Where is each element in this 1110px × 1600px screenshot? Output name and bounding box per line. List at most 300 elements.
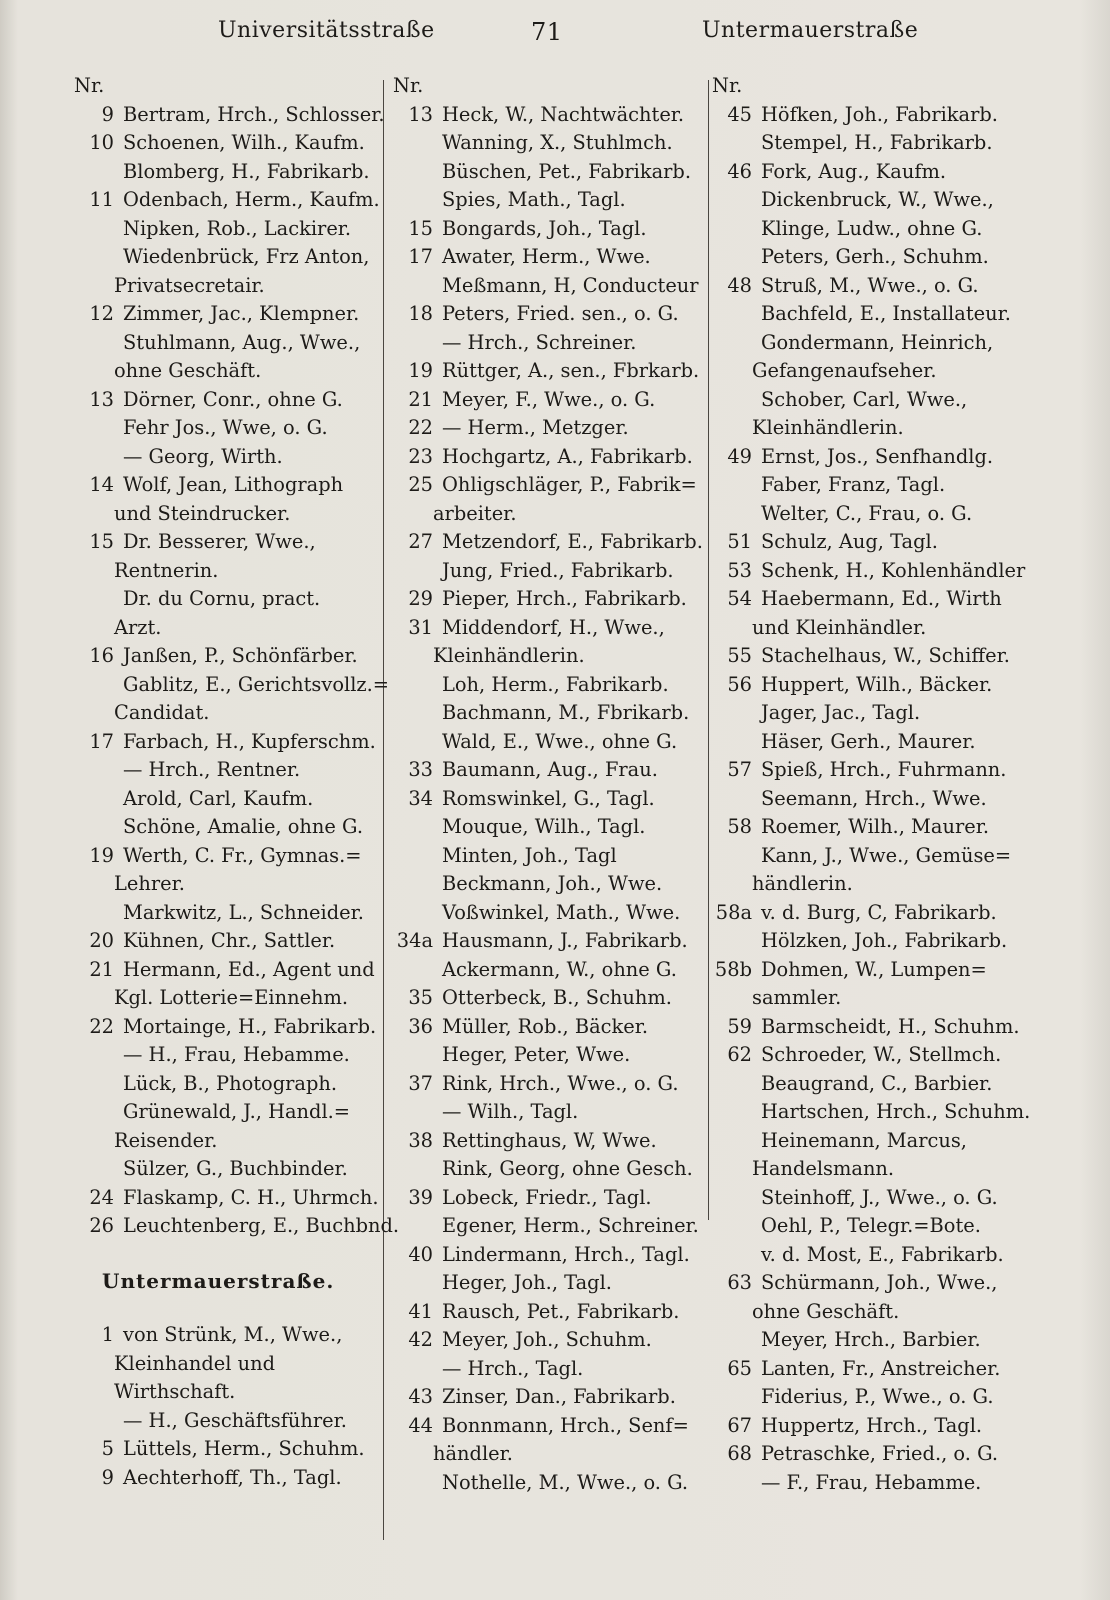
column-2 [393, 72, 705, 1497]
house-number [712, 1098, 761, 1127]
resident-text: Schroeder, W., Stellmch. [761, 1043, 1002, 1066]
directory-entry [393, 1098, 705, 1127]
resident-text: Petraschke, Fried., o. G. [761, 1442, 999, 1465]
resident-text: Rettinghaus, W, Wwe. [442, 1128, 657, 1152]
directory-entry [712, 272, 1024, 301]
house-number [712, 129, 761, 158]
house-number: 65 [727, 1356, 752, 1380]
house-number: 17 [89, 729, 114, 753]
house-number: 11 [89, 188, 114, 211]
house-number: 31 [408, 615, 433, 639]
house-number [393, 1269, 442, 1298]
house-number [712, 186, 761, 215]
directory-entry [74, 984, 380, 1013]
house-number [393, 557, 442, 586]
house-number: 5 [101, 1437, 114, 1460]
directory-entry [712, 984, 1024, 1013]
resident-text: Stuhlmann, Aug., Wwe., [123, 330, 361, 354]
directory-entry [393, 1212, 705, 1241]
house-number [712, 1127, 761, 1156]
resident-text: Wirthschaft. [114, 1380, 236, 1403]
house-number [393, 1355, 442, 1384]
house-number: 58 [727, 815, 752, 838]
house-number [393, 671, 442, 700]
house-number [712, 728, 761, 757]
directory-entry [712, 1098, 1031, 1127]
resident-text: Kühnen, Chr., Sattler. [123, 929, 336, 952]
house-number [74, 215, 123, 244]
house-number [74, 1155, 123, 1184]
resident-text: Dörner, Conr., ohne G. [123, 387, 343, 411]
resident-text: Baumann, Aug., Frau. [442, 758, 658, 781]
directory-entry [74, 158, 380, 187]
directory-entry [712, 1355, 1024, 1384]
directory-entry [712, 1383, 1024, 1412]
directory-entry [393, 1241, 705, 1270]
directory-entry [393, 899, 705, 928]
house-number [712, 329, 761, 358]
entry-list [74, 101, 400, 1241]
resident-text: Dr. du Cornu, pract. [123, 587, 321, 610]
house-number: 58b [714, 957, 752, 981]
house-number: 55 [727, 644, 752, 667]
resident-text: Handelsmann. [752, 1157, 895, 1180]
resident-text: von Strünk, M., Wwe., [123, 1323, 343, 1346]
house-number: 53 [727, 558, 752, 582]
directory-entry [74, 300, 380, 329]
house-number [74, 1098, 123, 1127]
resident-text: Schenk, H., Kohlenhändler [761, 558, 1026, 582]
resident-text: — H., Frau, Hebamme. [123, 1043, 350, 1066]
directory-entry [74, 899, 380, 928]
directory-entry [74, 243, 380, 272]
directory-entry [712, 1013, 1024, 1042]
resident-text: Büschen, Pet., Fabrikarb. [442, 159, 692, 183]
directory-entry [393, 414, 705, 443]
house-number: 56 [727, 672, 752, 696]
resident-text: Lobeck, Friedr., Tagl. [442, 1185, 652, 1209]
directory-entry [712, 870, 1024, 899]
house-number: 15 [89, 530, 114, 553]
house-number [393, 329, 442, 358]
house-number [74, 671, 123, 700]
directory-entry [74, 699, 380, 728]
resident-text: Grünewald, J., Handl.= [123, 1100, 351, 1123]
house-number: 27 [408, 530, 433, 553]
resident-text: Mortainge, H., Fabrikarb. [123, 1014, 377, 1038]
resident-text: ohne Geschäft. [752, 1299, 900, 1323]
directory-entry [712, 1326, 1024, 1355]
house-number [712, 243, 761, 272]
resident-text: Gablitz, E., Gerichtsvollz.= [123, 672, 390, 696]
resident-text: v. d. Most, E., Fabrikarb. [761, 1242, 1004, 1266]
house-number [393, 899, 442, 928]
directory-entry [712, 186, 1024, 215]
house-number [74, 813, 123, 842]
directory-entry [712, 899, 1024, 928]
directory-entry [74, 186, 380, 215]
directory-entry [712, 1440, 1024, 1469]
page-number: 71 [531, 18, 563, 46]
directory-entry [712, 927, 1024, 956]
resident-text: Faber, Franz, Tagl. [761, 473, 946, 496]
house-number: 22 [408, 416, 433, 439]
directory-entry [393, 813, 705, 842]
resident-text: Bachfeld, E., Installateur. [761, 302, 1011, 325]
house-number: 20 [89, 929, 114, 952]
resident-text: Kann, J., Wwe., Gemüse= [761, 843, 1012, 867]
resident-text: Hermann, Ed., Agent und [123, 957, 375, 981]
directory-entry [74, 756, 380, 785]
directory-entry [74, 728, 380, 757]
directory-entry [74, 1321, 380, 1350]
resident-text: Lindermann, Hrch., Tagl. [442, 1242, 690, 1266]
directory-entry [74, 1041, 380, 1070]
directory-entry [393, 1326, 705, 1355]
house-number: 58a [715, 900, 752, 924]
house-number [74, 785, 123, 814]
directory-entry [393, 756, 705, 785]
directory-entry [712, 1041, 1024, 1070]
directory-entry [712, 585, 1024, 614]
directory-entry [74, 414, 380, 443]
column-1 [74, 72, 400, 1492]
directory-entry [393, 984, 705, 1013]
resident-text: Fiderius, P., Wwe., o. G. [761, 1385, 994, 1408]
house-number: 17 [408, 245, 433, 268]
house-number: 29 [408, 587, 433, 610]
resident-text: — Georg, Wirth. [123, 444, 283, 468]
nr-label: Nr. [74, 74, 105, 97]
house-number [393, 129, 442, 158]
directory-entry [712, 728, 1024, 757]
nr-label: Nr. [393, 74, 424, 97]
house-number: 38 [408, 1128, 433, 1152]
directory-entry [393, 1269, 705, 1298]
directory-entry [712, 842, 1024, 871]
resident-text: — Hrch., Rentner. [123, 758, 301, 781]
resident-text: Janßen, P., Schönfärber. [123, 644, 358, 667]
directory-entry [393, 101, 705, 130]
resident-text: Klinge, Ludw., ohne G. [761, 216, 983, 240]
house-number [393, 158, 442, 187]
house-number [393, 728, 442, 757]
directory-entry [393, 300, 705, 329]
resident-text: Egener, Herm., Schreiner. [442, 1214, 699, 1237]
directory-entry [712, 414, 1024, 443]
house-number: 51 [727, 530, 752, 553]
house-number: 13 [408, 102, 433, 126]
directory-entry [393, 186, 705, 215]
header-right-street: Untermauerstraße [702, 18, 919, 43]
directory-entry [393, 557, 705, 586]
directory-entry [74, 585, 380, 614]
house-number [712, 842, 761, 871]
directory-entry [712, 1412, 1024, 1441]
directory-entry [74, 557, 380, 586]
directory-entry [74, 927, 380, 956]
resident-text: Hölzken, Joh., Fabrikarb. [761, 929, 1008, 952]
house-number [74, 158, 123, 187]
house-number [712, 1184, 761, 1213]
resident-text: Reisender. [114, 1128, 218, 1152]
directory-entry [712, 471, 1024, 500]
resident-text: Gefangenaufseher. [752, 359, 937, 382]
directory-entry [712, 386, 1024, 415]
resident-text: Fork, Aug., Kaufm. [761, 159, 947, 183]
directory-entry [712, 243, 1024, 272]
resident-text: Rentnerin. [114, 558, 219, 582]
resident-text: Minten, Joh., Tagl [442, 843, 617, 867]
house-number: 24 [89, 1185, 114, 1209]
resident-text: Lüttels, Herm., Schuhm. [123, 1437, 365, 1460]
house-number [712, 300, 761, 329]
directory-entry [393, 1155, 705, 1184]
house-number [74, 756, 123, 785]
directory-entry [712, 956, 1024, 985]
resident-text: Seemann, Hrch., Wwe. [761, 786, 987, 810]
resident-text: — Hrch., Schreiner. [442, 330, 637, 354]
column-divider [708, 80, 709, 1220]
resident-text: Stachelhaus, W., Schiffer. [761, 644, 1010, 667]
house-number [712, 1469, 761, 1498]
house-number [712, 1070, 761, 1099]
resident-text: Middendorf, H., Wwe., [442, 615, 665, 639]
resident-text: Kgl. Lotterie=Einnehm. [114, 986, 349, 1009]
resident-text: Aechterhoff, Th., Tagl. [123, 1465, 342, 1489]
resident-text: Markwitz, L., Schneider. [123, 900, 364, 924]
directory-entry [393, 129, 705, 158]
resident-text: Meßmann, H, Conducteur [442, 273, 699, 297]
resident-text: Steinhoff, J., Wwe., o. G. [761, 1185, 998, 1209]
resident-text: Mouque, Wilh., Tagl. [442, 815, 646, 838]
entry-list [712, 101, 1031, 1498]
resident-text: v. d. Burg, C, Fabrikarb. [761, 900, 997, 924]
directory-entry [712, 813, 1024, 842]
resident-text: Werth, C. Fr., Gymnas.= [123, 843, 362, 867]
directory-entry [74, 785, 380, 814]
house-number: 9 [101, 102, 114, 126]
resident-text: Beaugrand, C., Barbier. [761, 1071, 993, 1095]
house-number: 19 [408, 359, 433, 382]
directory-entry [74, 471, 380, 500]
directory-entry [74, 1155, 380, 1184]
directory-entry [74, 1212, 400, 1241]
house-number [712, 386, 761, 415]
house-number: 43 [408, 1385, 433, 1408]
resident-text: Blomberg, H., Fabrikarb. [123, 159, 370, 183]
directory-entry [393, 1440, 705, 1469]
directory-entry [74, 500, 380, 529]
column-divider [383, 80, 384, 1540]
directory-entry [712, 215, 1024, 244]
directory-entry [712, 785, 1024, 814]
resident-text: Leuchtenberg, E., Buchbnd. [123, 1214, 400, 1237]
house-number [393, 1098, 442, 1127]
house-number [393, 272, 442, 301]
entry-list [393, 101, 705, 1498]
directory-entry [74, 614, 380, 643]
resident-text: Gondermann, Heinrich, [761, 330, 994, 354]
house-number: 37 [408, 1071, 433, 1095]
house-number [393, 1155, 442, 1184]
directory-entry [393, 1412, 705, 1441]
directory-entry [712, 642, 1024, 671]
house-number [393, 186, 442, 215]
resident-text: Rink, Georg, ohne Gesch. [442, 1157, 693, 1180]
house-number: 44 [408, 1413, 433, 1437]
house-number: 46 [727, 159, 752, 183]
directory-entry [74, 1013, 380, 1042]
house-number [74, 1407, 123, 1436]
house-number: 12 [89, 302, 114, 325]
resident-text: Ackermann, W., ohne G. [442, 957, 677, 981]
house-number [74, 329, 123, 358]
house-number [74, 899, 123, 928]
section-title: Untermauerstraße. [102, 1268, 335, 1293]
directory-entry [74, 1378, 380, 1407]
resident-text: Arold, Carl, Kaufm. [123, 786, 314, 810]
column-3 [712, 72, 1031, 1497]
directory-entry [393, 443, 705, 472]
directory-entry [393, 1041, 705, 1070]
resident-text: Privatsecretair. [114, 273, 265, 297]
house-number: 16 [89, 644, 114, 667]
house-number: 15 [408, 216, 433, 240]
resident-text: Bachmann, M., Fbrikarb. [442, 701, 690, 724]
resident-text: — Hrch., Tagl. [442, 1356, 584, 1380]
house-number: 45 [727, 102, 752, 126]
resident-text: Struß, M., Wwe., o. G. [761, 273, 979, 297]
house-number [74, 414, 123, 443]
resident-text: Odenbach, Herm., Kaufm. [123, 188, 380, 211]
house-number: 10 [89, 131, 114, 154]
resident-text: Ohligschläger, P., Fabrik= [442, 473, 697, 496]
house-number: 59 [727, 1014, 752, 1038]
resident-text: Otterbeck, B., Schuhm. [442, 986, 672, 1009]
house-number: 21 [89, 957, 114, 981]
directory-entry [712, 557, 1024, 586]
house-number: 25 [408, 473, 433, 496]
house-number: 54 [727, 587, 752, 610]
house-number [74, 585, 123, 614]
house-number: 57 [727, 758, 752, 781]
resident-text: Beckmann, Joh., Wwe. [442, 872, 663, 895]
resident-text: Häser, Gerh., Maurer. [761, 729, 976, 753]
resident-text: und Steindrucker. [114, 501, 291, 525]
directory-entry [393, 243, 705, 272]
resident-text: Bongards, Joh., Tagl. [442, 216, 647, 240]
directory-entry [74, 1070, 380, 1099]
resident-text: Barmscheidt, H., Schuhm. [761, 1014, 1020, 1038]
resident-text: Peters, Gerh., Schuhm. [761, 245, 989, 268]
house-number [393, 1041, 442, 1070]
house-number: 67 [727, 1413, 752, 1437]
directory-entry [393, 1355, 705, 1384]
resident-text: Candidat. [114, 701, 210, 724]
directory-entry [712, 1241, 1024, 1270]
house-number [393, 870, 442, 899]
resident-text: Loh, Herm., Fabrikarb. [442, 672, 669, 696]
directory-entry [393, 1383, 705, 1412]
directory-entry [393, 927, 705, 956]
directory-entry [712, 528, 1024, 557]
directory-entry [74, 215, 380, 244]
house-number [393, 842, 442, 871]
resident-text: Romswinkel, G., Tagl. [442, 786, 655, 810]
house-number [712, 699, 761, 728]
house-number [393, 956, 442, 985]
house-number [712, 1383, 761, 1412]
directory-entry [393, 357, 705, 386]
resident-text: Spieß, Hrch., Fuhrmann. [761, 758, 1007, 781]
directory-entry [74, 357, 380, 386]
house-number: 68 [727, 1442, 752, 1465]
directory-entry [393, 870, 705, 899]
resident-text: Nothelle, M., Wwe., o. G. [442, 1470, 689, 1494]
resident-text: Lück, B., Photograph. [123, 1071, 338, 1095]
directory-entry [74, 1184, 380, 1213]
directory-entry [712, 1212, 1024, 1241]
house-number [393, 1469, 442, 1498]
house-number [74, 443, 123, 472]
directory-entry [712, 357, 1024, 386]
resident-text: Nipken, Rob., Lackirer. [123, 216, 352, 240]
house-number: 9 [101, 1465, 114, 1489]
resident-text: Bertram, Hrch., Schlosser. [123, 102, 385, 126]
resident-text: Rüttger, A., sen., Fbrkarb. [442, 359, 700, 382]
directory-entry [712, 1298, 1024, 1327]
directory-entry [393, 728, 705, 757]
directory-entry [74, 642, 380, 671]
directory-entry [712, 1269, 1024, 1298]
resident-text: Ernst, Jos., Senfhandlg. [761, 444, 994, 468]
resident-text: und Kleinhändler. [752, 615, 927, 639]
house-number [393, 813, 442, 842]
house-number [712, 1326, 761, 1355]
house-number: 19 [89, 843, 114, 867]
directory-entry [74, 1464, 380, 1493]
directory-entry [393, 785, 705, 814]
house-number [74, 243, 123, 272]
directory-entry [393, 500, 705, 529]
house-number: 33 [408, 758, 433, 781]
resident-text: Voßwinkel, Math., Wwe. [442, 900, 681, 924]
directory-entry [74, 813, 380, 842]
directory-entry [393, 1013, 705, 1042]
directory-entry [393, 215, 705, 244]
resident-text: Schürmann, Joh., Wwe., [761, 1271, 998, 1294]
resident-text: Kleinhändlerin. [433, 644, 585, 667]
directory-entry [393, 272, 705, 301]
house-number: 26 [89, 1214, 114, 1237]
page-header [0, 14, 1110, 54]
directory-entry [393, 386, 705, 415]
resident-text: arbeiter. [433, 501, 517, 525]
house-number: 62 [727, 1043, 752, 1066]
house-number: 63 [727, 1271, 752, 1294]
entry-list [74, 1321, 380, 1492]
directory-entry [393, 1127, 705, 1156]
resident-text: Roemer, Wilh., Maurer. [761, 815, 989, 838]
directory-entry [74, 956, 380, 985]
directory-entry [74, 842, 380, 871]
directory-entry [74, 272, 380, 301]
directory-entry [393, 842, 705, 871]
resident-text: Zinser, Dan., Fabrikarb. [442, 1385, 676, 1408]
resident-text: Heger, Peter, Wwe. [442, 1043, 631, 1066]
directory-entry [74, 1407, 380, 1436]
